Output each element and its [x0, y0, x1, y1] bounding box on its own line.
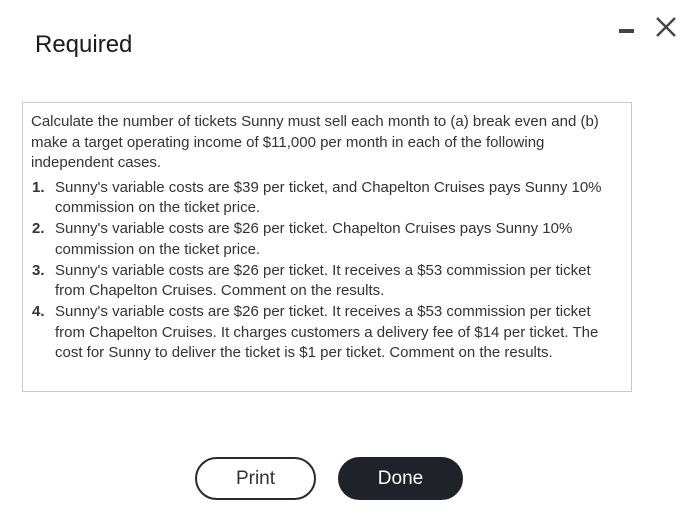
list-item-number: 2.	[32, 220, 45, 237]
list-item-number: 3.	[32, 261, 45, 279]
list-item-text: Sunny's variable costs are $26 per ticket. It receives a $53 commission per ticket from Chapelton Cruises. Comment on the results.	[55, 261, 591, 299]
list-item	[31, 219, 621, 260]
list-item	[31, 178, 621, 219]
list-item-text: Sunny's variable costs are $26 per ticket. Chapelton Cruises pays Sunny 10% commission on the ticket price.	[55, 220, 573, 258]
list-item	[31, 302, 621, 364]
close-icon[interactable]	[655, 16, 677, 38]
list-item	[31, 261, 621, 302]
list-item-number: 4.	[32, 303, 45, 320]
requirements-list	[31, 178, 621, 364]
list-item-number: 1.	[32, 178, 45, 196]
requirements-box	[22, 102, 632, 392]
done-button[interactable]: Done	[338, 457, 463, 500]
dialog-title: Required	[35, 31, 133, 58]
minimize-icon[interactable]	[618, 22, 636, 40]
list-item-text: Sunny's variable costs are $26 per ticket. It receives a $53 commission per ticket from Chapelton Cruises. It charges customers a delivery fee of $14 per ticket. The cost for Sunny to deliver the ticket is $1 per ticket. Comment on the results.	[55, 303, 599, 361]
print-button[interactable]: Print	[195, 457, 316, 500]
requirements-intro: Calculate the number of tickets Sunny must sell each month to (a) break even and (b) make a target operating income of $11,000 per month in each of the following independent cases.	[31, 113, 599, 171]
list-item-text: Sunny's variable costs are $39 per ticket, and Chapelton Cruises pays Sunny 10% commission on the ticket price.	[55, 178, 602, 216]
